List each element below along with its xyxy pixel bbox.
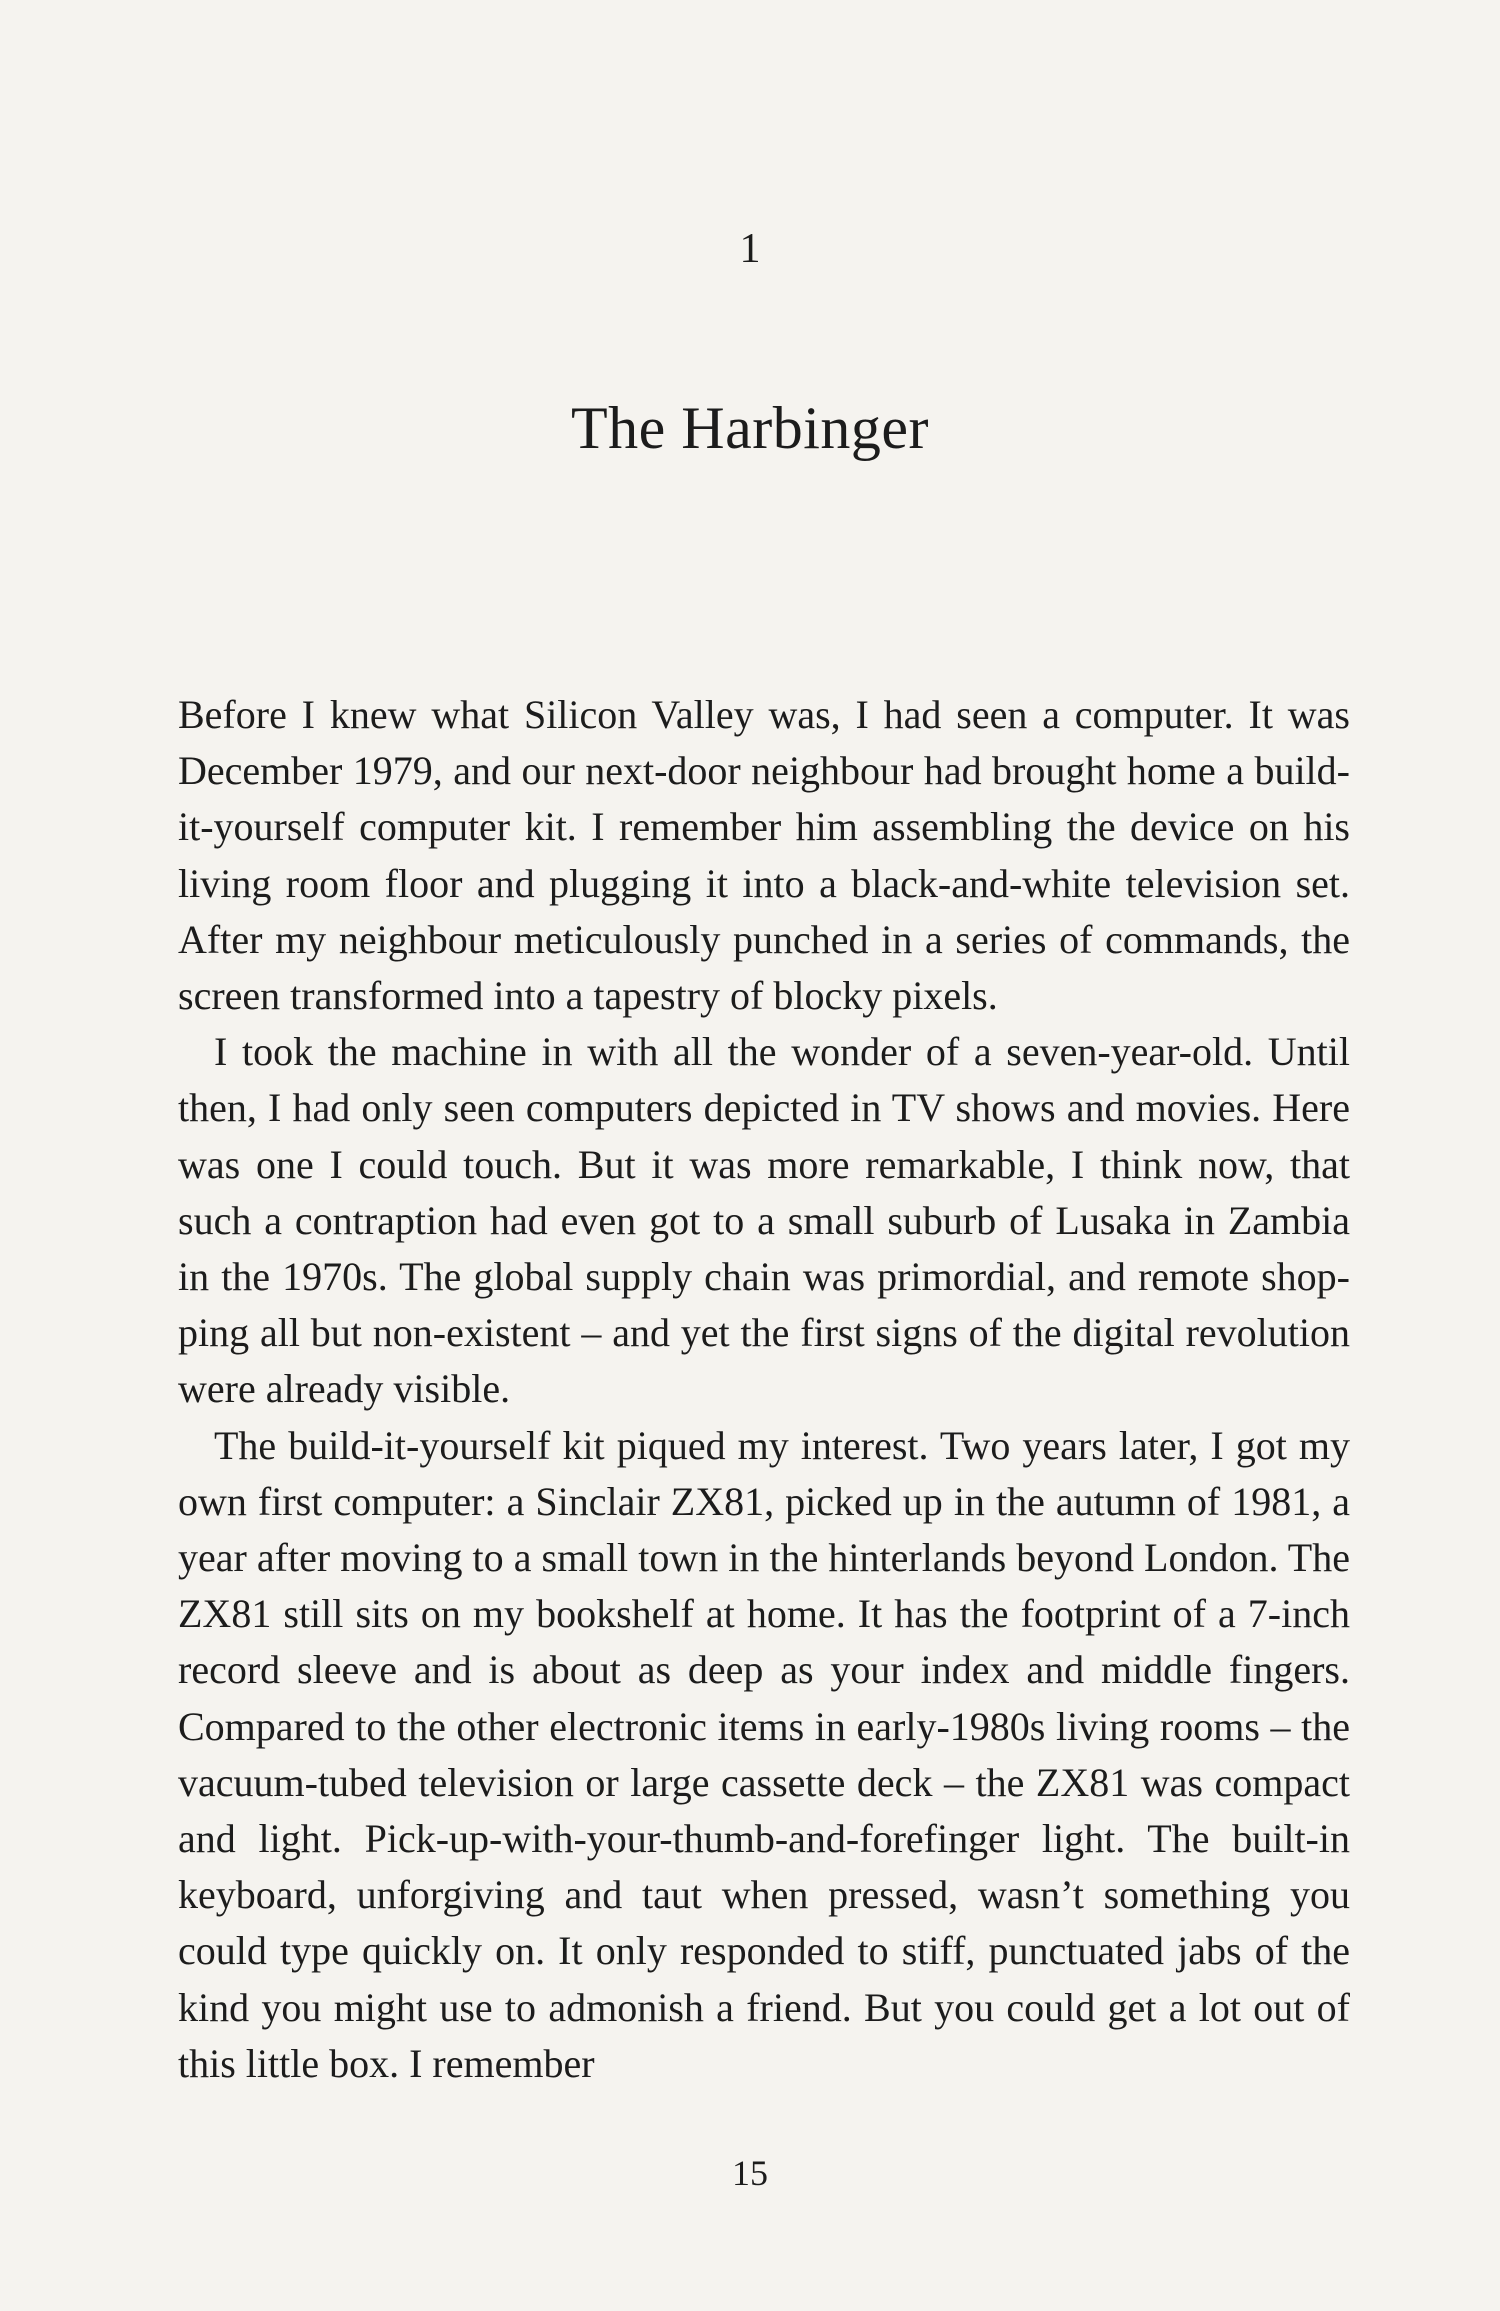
paragraph: I took the machine in with all the wonder of a seven-year-old. Until then, I had only seen computers depicted in TV shows and movies. Here was one I could touch. But it was more remarkable, I think now, that such a contraption had even got to a small suburb of Lusaka in Zambia in the 1970s. The global supply chain was primordial, and remote shopping all but non-existent – and yet the first signs of the digital revolution were already visible.	[178, 1029, 1350, 1412]
paragraph: Before I knew what Silicon Valley was, I had seen a computer. It was December 1979, and our next-door neighbour had brought home a build-it-yourself computer kit. I remember him assembling the device on his living room floor and plugging it into a black-and-white television set. After my neighbour meticulously punched in a series of commands, the screen transformed into a tapestry of blocky pixels.	[178, 692, 1350, 1019]
body-text	[178, 687, 1350, 2092]
page-number: 15	[732, 2153, 768, 2193]
chapter-title: The Harbinger	[570, 395, 929, 461]
paragraph: The build-it-yourself kit piqued my interest. Two years later, I got my own first computer: a Sinclair ZX81, picked up in the autumn of 1981, a year after moving to a small town in the hinterlands beyond London. The ZX81 still sits on my bookshelf at home. It has the footprint of a 7-inch record sleeve and is about as deep as your index and middle fingers. Compared to the other electronic items in early-1980s living rooms – the vacuum-tubed television or large cassette deck – the ZX81 was compact and light. Pick-up-with-your-thumb-and-forefinger light. The built-in keyboard, unforgiving and taut when pressed, wasn’t something you could type quickly on. It only responded to stiff, punctuated jabs of the kind you might use to admonish a friend. But you could get a lot out of this little box. I remember	[178, 1422, 1350, 2086]
chapter-number: 1	[739, 226, 761, 272]
